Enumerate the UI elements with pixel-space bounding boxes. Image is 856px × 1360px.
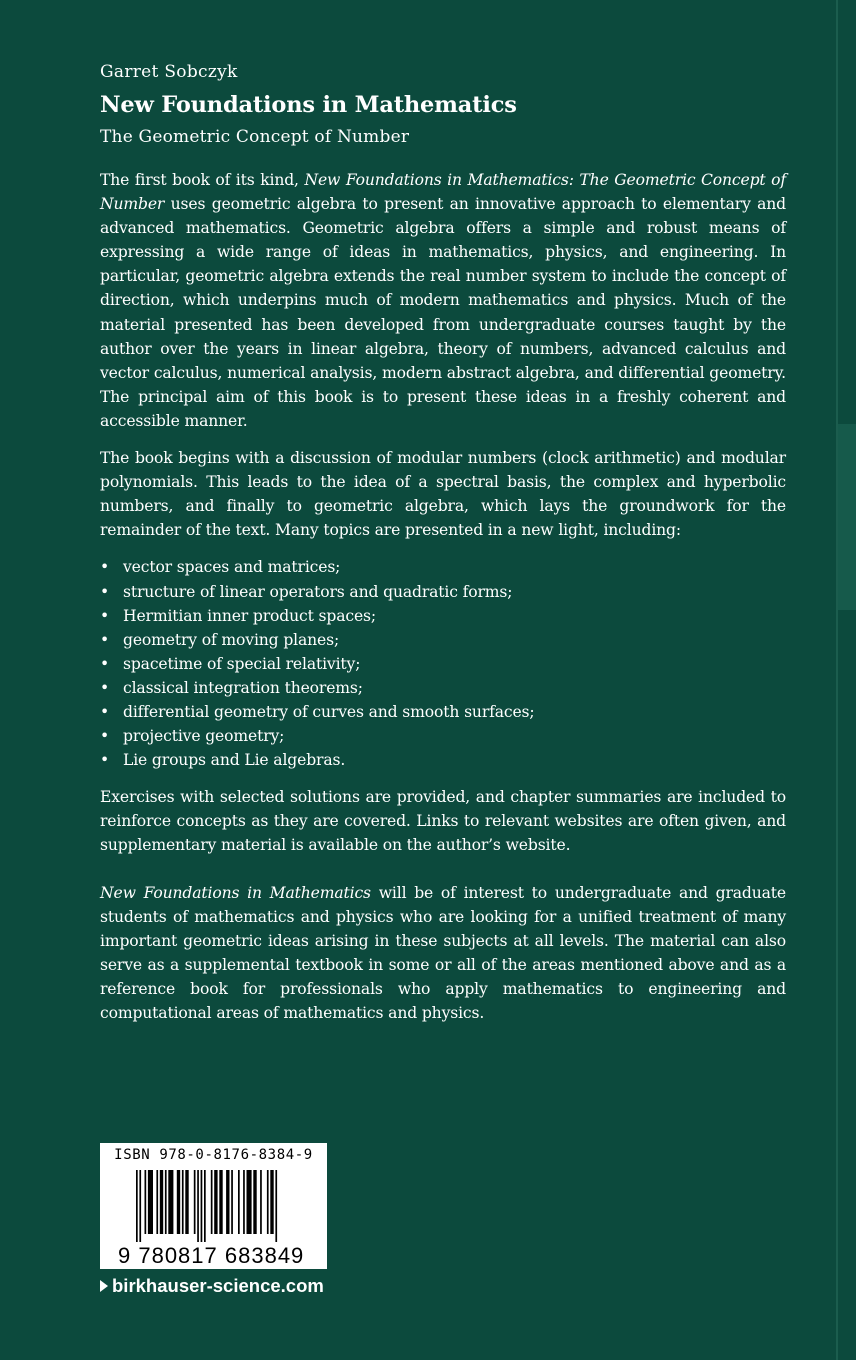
barcode-bar [168,1170,173,1234]
barcode-bar [185,1170,188,1234]
barcode-bar [201,1170,203,1242]
topic-item: • structure of linear operators and quadratic forms; [100,580,786,604]
barcode-bar [253,1170,256,1234]
blurb-paragraph-1: The first book of its kind, New Foundations in Mathematics: The Geometric Concept of Number uses geometric algebra to present an innovative approach to elementary and advanced mathematics. Geometric algebra offers a simple and robust means of expressing a wide range of ideas in mathematics, physics, and engineering. In particular, geometric algebra extends the real number system to include the concept of direction, which underpins much of modern mathematics and physics. Much of the material presented has been developed from undergraduate courses taught by the author over the years in linear algebra, theory of numbers, advanced calculus and vector calculus, numerical analysis, modern abstract algebra, and differential geometry. The principal aim of this book is to present these ideas in a freshly coherent and accessible manner. [100,171,786,430]
blurb-paragraph-2: The book begins with a discussion of modular numbers (clock arithmetic) and modular polynomials. This leads to the idea of a spectral basis, the complex and hyperbolic numbers, and finally to geometric algebra, which lays the groundwork for the remainder of the text. Many topics are presented in a new light, including: [100,449,786,540]
blurb-paragraph-3: Exercises with selected solutions are provided, and chapter summaries are included to reinforce concepts as they are covered. Links to relevant websites are often given, and supplementary material is available on the author’s website. [100,788,786,855]
barcode-bar [156,1170,158,1234]
barcode-bar [260,1170,262,1234]
barcode-bar [226,1170,229,1234]
bullet: • [100,654,110,673]
bullet: • [100,606,110,625]
barcode-bar [160,1170,163,1234]
bullet: • [100,727,110,746]
barcode-bar [182,1170,184,1234]
bullet: • [100,630,110,649]
bullet: • [100,678,110,697]
bullet: • [100,558,110,577]
topic-item: • projective geometry; [100,724,786,748]
bullet: • [100,702,110,721]
blurb-paragraph-4: New Foundations in Mathematics will be of interest to undergraduate and graduate students of mathematics and physics who are looking for a unified treatment of many important geometric ideas arising in these subjects at all levels. The material can also serve as a supplemental textbook in some or all of the areas mentioned above and as a reference book for professionals who apply mathematics to engineering and computational areas of mathematics and physics. [100,883,786,1022]
barcode-bar [247,1170,252,1234]
barcode-bar [145,1170,147,1234]
barcode-bar [204,1170,206,1242]
barcode-bar [165,1170,167,1234]
isbn-barcode [100,1143,327,1269]
topic-item: • differential geometry of curves and smooth surfaces; [100,700,786,724]
barcode-bar [211,1170,213,1234]
book-title-italic: New Foundations in Mathematics [100,883,371,902]
topic-item: • spacetime of special relativity; [100,652,786,676]
barcode-bar [136,1170,138,1242]
barcode-bar [243,1170,245,1234]
barcode-bar [148,1170,153,1234]
book-subtitle: The Geometric Concept of Number [100,127,410,147]
barcode-bar [197,1170,199,1242]
topic-item: • vector spaces and matrices; [100,555,786,579]
barcode-bar [267,1170,269,1234]
barcode-bar [177,1170,180,1234]
topic-item: • Lie groups and Lie algebras. [100,748,786,772]
barcode-bar [214,1170,217,1234]
arrow-right-icon [100,1280,108,1292]
topic-list [100,555,786,772]
spine-edge [836,0,838,1360]
barcode-bar [231,1170,233,1234]
book-title-italic: New Foundations in Mathematics: The Geometric Concept of Number [100,171,786,214]
bullet: • [100,582,110,601]
topic-item: • Hermitian inner product spaces; [100,604,786,628]
bullet: • [100,751,110,770]
publisher-website[interactable] [100,1275,324,1297]
book-title: New Foundations in Mathematics [100,92,517,118]
isbn-label: ISBN 978-0-8176-8384-9 [114,1147,313,1163]
topic-item: • geometry of moving planes; [100,628,786,652]
author-name: Garret Sobczyk [100,62,238,82]
barcode-bar [219,1170,222,1234]
barcode-bar [270,1170,273,1234]
barcode-bar [275,1170,277,1242]
barcode-bar [139,1170,141,1242]
website-url: birkhauser-science.com [112,1275,324,1296]
barcode-bars [136,1170,296,1242]
spine-marker [838,424,856,610]
barcode-bar [194,1170,196,1234]
blurb [100,168,786,1038]
barcode-digits: 9 780817 683849 [118,1243,305,1268]
barcode-bar [238,1170,240,1234]
topic-item: • classical integration theorems; [100,676,786,700]
